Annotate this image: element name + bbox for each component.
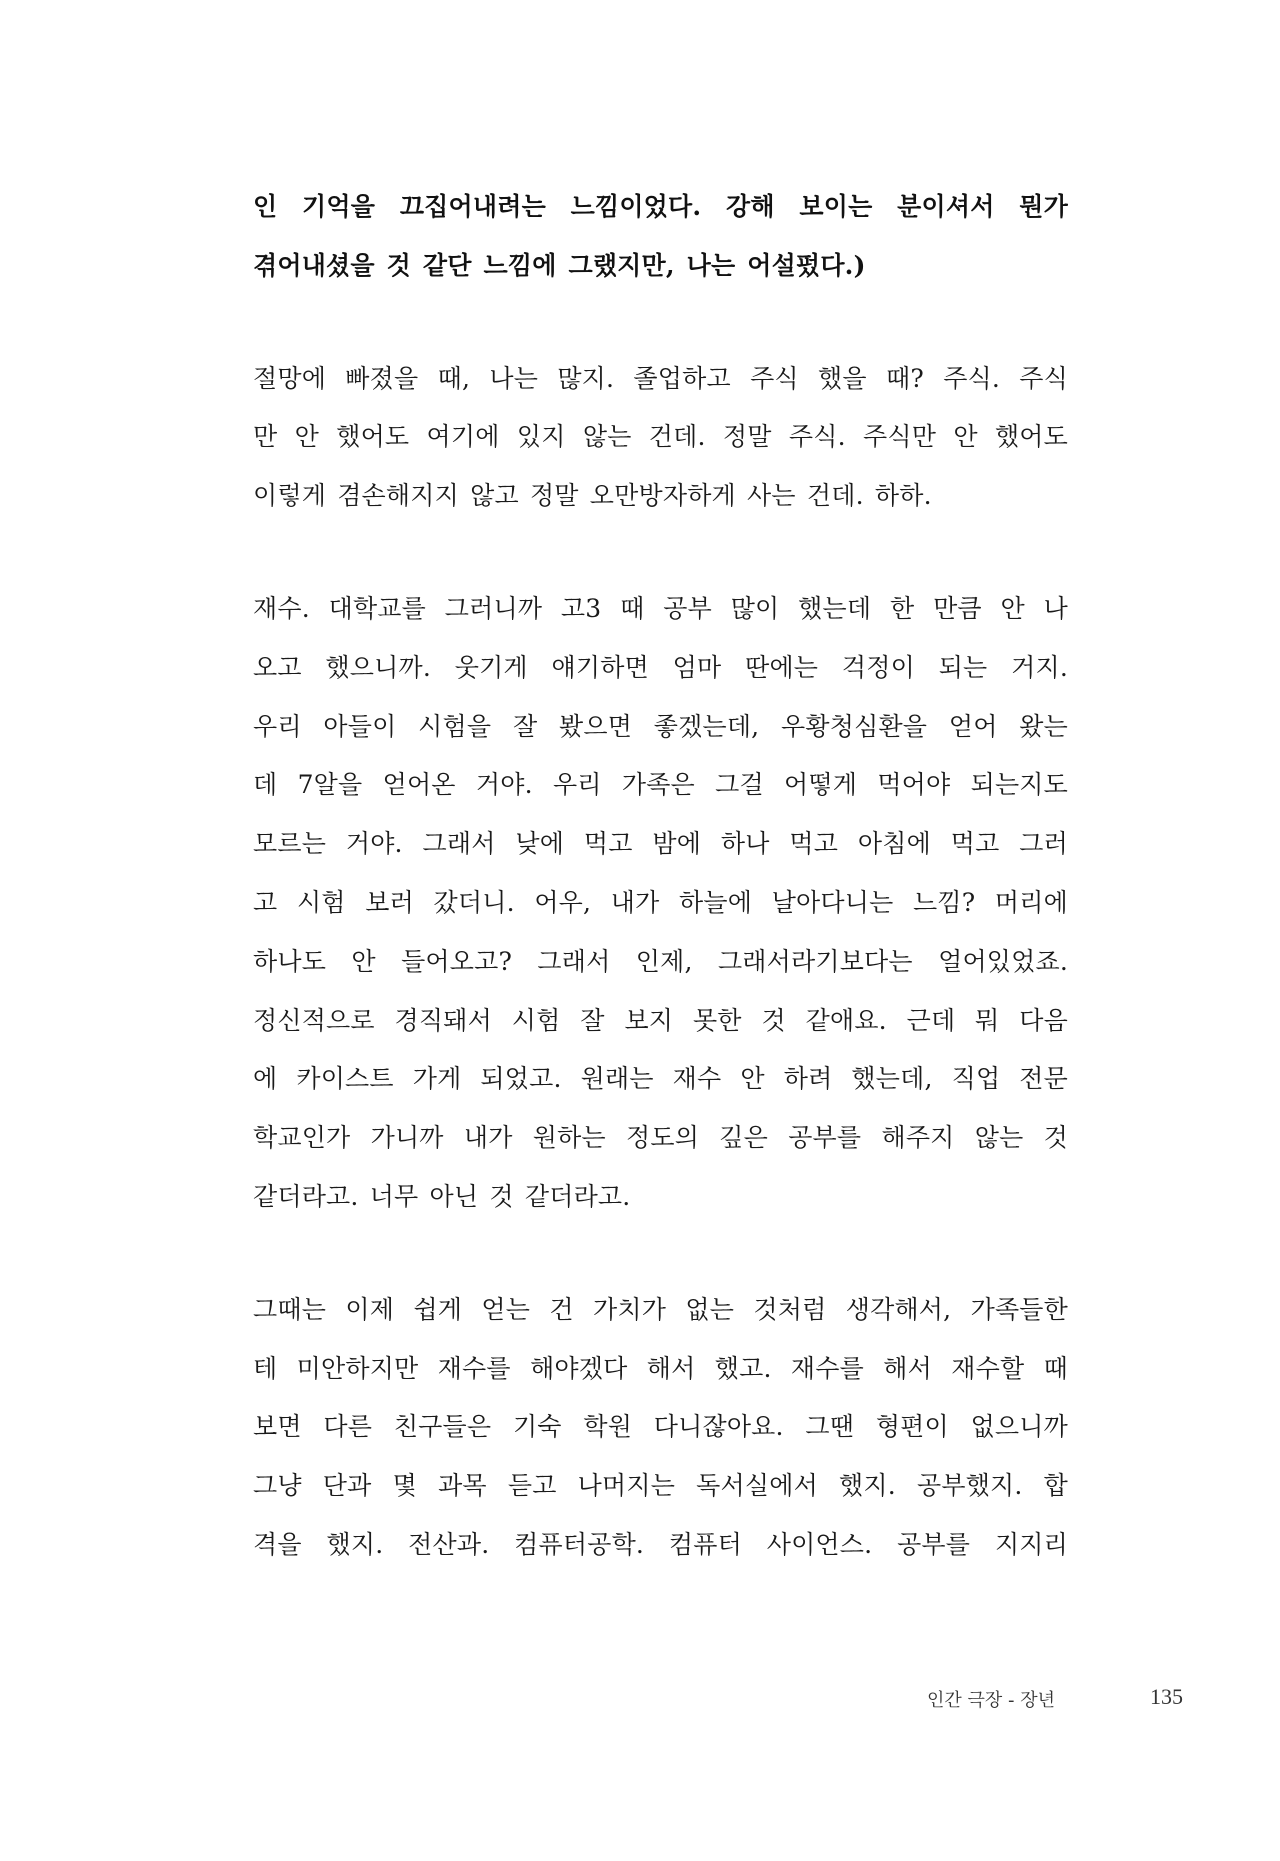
text-line: 같더라고. 너무 아닌 것 같더라고. [253,1181,631,1211]
page-number: 135 [1150,1684,1183,1709]
text-line: 절망에 빠졌을 때, 나는 많지. 졸업하고 주식 했을 때? 주식. 주식 [253,363,1068,393]
paragraph-4 [253,1281,1068,1575]
paragraph-2 [253,350,1068,526]
text-line: 우리 아들이 시험을 잘 봤으면 좋겠는데, 우황청심환을 얻어 왔는 [253,711,1068,741]
text-line: 인 기억을 끄집어내려는 느낌이었다. 강해 보이는 분이셔서 뭔가 [253,192,1068,221]
body-text [253,178,1068,1575]
text-line: 보면 다른 친구들은 기숙 학원 다니잖아요. 그땐 형편이 없으니까 [253,1412,1068,1442]
text-line: 그때는 이제 쉽게 얻는 건 가치가 없는 것처럼 생각해서, 가족들한 [253,1294,1068,1324]
text-line: 고 시험 보러 갔더니. 어우, 내가 하늘에 날아다니는 느낌? 머리에 [253,887,1068,917]
paragraph-3 [253,580,1068,1227]
text-line: 학교인가 가니까 내가 원하는 정도의 깊은 공부를 해주지 않는 것 [253,1123,1068,1153]
text-line: 재수. 대학교를 그러니까 고3 때 공부 많이 했는데 한 만큼 안 나 [253,593,1068,623]
text-line: 테 미안하지만 재수를 해야겠다 해서 했고. 재수를 해서 재수할 때 [253,1353,1068,1383]
text-line: 만 안 했어도 여기에 있지 않는 건데. 정말 주식. 주식만 안 했어도 [253,422,1068,452]
running-title: 인간 극장 - 장년 [927,1690,1055,1711]
page-footer [0,1680,1280,1720]
text-line: 에 카이스트 가게 되었고. 원래는 재수 안 하려 했는데, 직업 전문 [253,1064,1068,1094]
text-line: 그냥 단과 몇 과목 듣고 나머지는 독서실에서 했지. 공부했지. 합 [253,1471,1068,1501]
text-line: 이렇게 겸손해지지 않고 정말 오만방자하게 사는 건데. 하하. [253,481,932,511]
text-line: 오고 했으니까. 웃기게 얘기하면 엄마 딴에는 걱정이 되는 거지. [253,652,1068,682]
text-line: 하나도 안 들어오고? 그래서 인제, 그래서라기보다는 얼어있었죠. [253,946,1068,976]
text-line: 데 7알을 얻어온 거야. 우리 가족은 그걸 어떻게 먹어야 되는지도 [253,770,1068,800]
text-line: 정신적으로 경직돼서 시험 잘 보지 못한 것 같애요. 근데 뭐 다음 [253,1005,1068,1035]
text-line: 모르는 거야. 그래서 낮에 먹고 밤에 하나 먹고 아침에 먹고 그러 [253,829,1068,859]
text-line: 겪어내셨을 것 같단 느낌에 그랬지만, 나는 어설펐다.) [253,250,866,280]
text-line: 격을 했지. 전산과. 컴퓨터공학. 컴퓨터 사이언스. 공부를 지지리 [253,1529,1068,1559]
paragraph-1 [253,178,1068,296]
